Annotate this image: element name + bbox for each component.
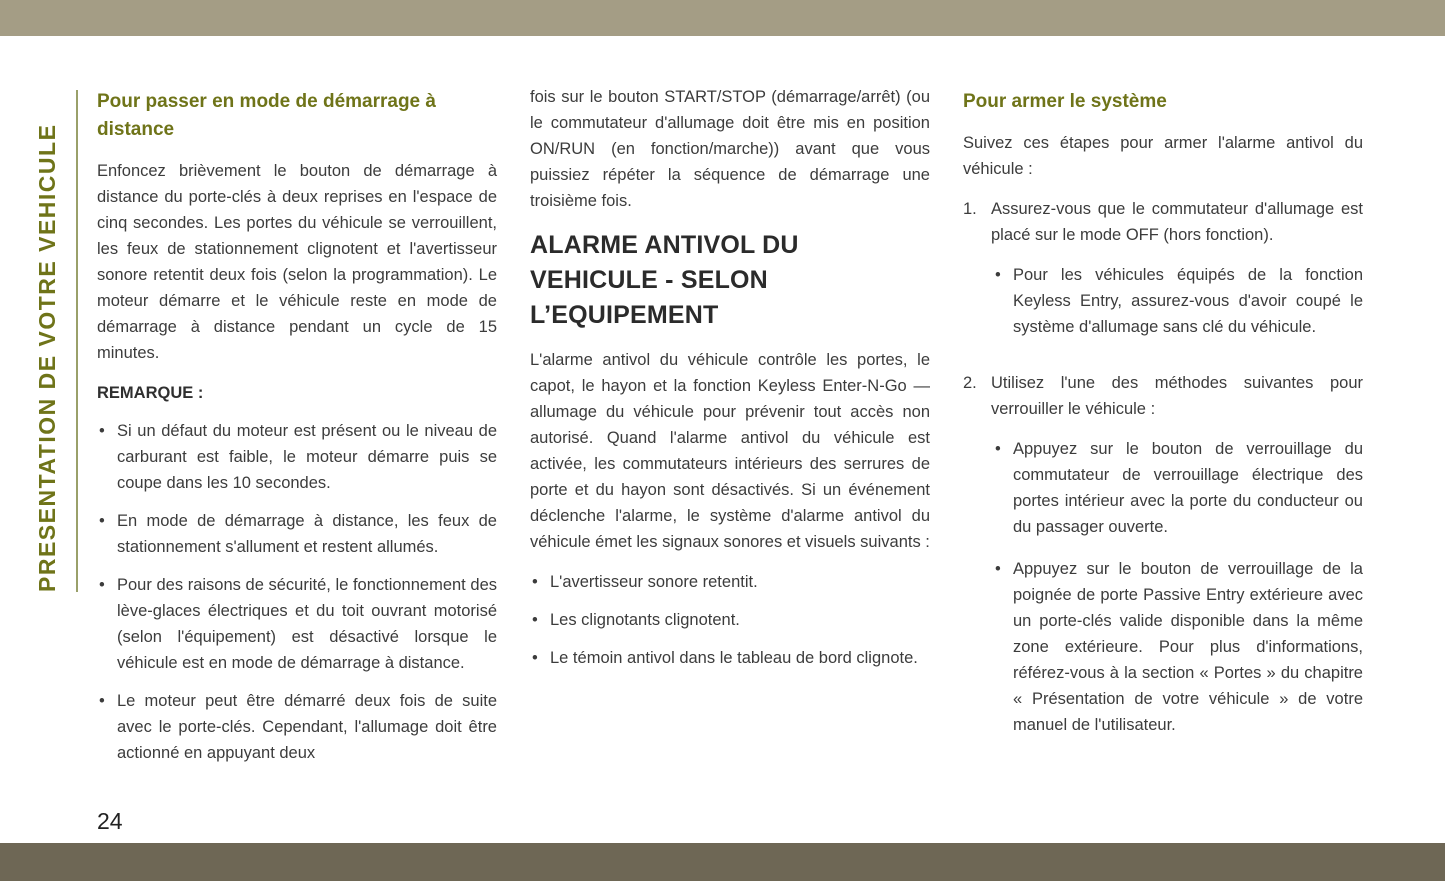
bullet-item xyxy=(993,262,1363,340)
sidebar-rule xyxy=(76,90,78,592)
bullet-text: Pour des raisons de sécurité, le fonctionnement des lève-glaces électriques et du toit ouvrant motorisé (selon l'équipement) est désactivé lorsque le véhicule est en mode de démarrage à distance. xyxy=(117,576,497,672)
step-number: 2. xyxy=(963,374,977,392)
bullet-item xyxy=(530,569,930,595)
chapter-title-vertical: PRESENTATION DE VOTRE VEHICULE xyxy=(34,123,60,592)
bullet-item xyxy=(530,607,930,633)
column-2 xyxy=(530,84,930,778)
continuation-paragraph: fois sur le bouton START/STOP (démarrage/arrêt) (ou le commutateur d'allumage doit être mis en position ON/RUN (en fonction/marche)) avant que vous puissiez répéter la séquence de démarrage une troisième fois. xyxy=(530,88,930,210)
bullet-text: Le moteur peut être démarré deux fois de suite avec le porte-clés. Cependant, l'allumage doit être actionné en appuyant deux xyxy=(117,692,497,762)
bullet-item xyxy=(97,572,497,676)
alarm-paragraph: L'alarme antivol du véhicule contrôle les portes, le capot, le hayon et la fonction Keyless Enter-N-Go — allumage du véhicule pour prévenir tout accès non autorisé. Quand l'alarme antivol du véhicule est activée, les commutateurs intérieurs des serrures de porte et du hayon sont désactivés. Si un événement déclenche l'alarme, le système d'alarme antivol du véhicule émet les signaux sonores et visuels suivants : xyxy=(530,351,930,551)
bottom-band xyxy=(0,843,1445,881)
step-text: Assurez-vous que le commutateur d'allumage est placé sur le mode OFF (hors fonction). xyxy=(991,200,1363,244)
bullet-item xyxy=(97,688,497,766)
arm-system-heading: Pour armer le système xyxy=(963,91,1167,112)
remote-start-paragraph: Enfoncez brièvement le bouton de démarrage à distance du porte-clés à deux reprises en l'espace de cinq secondes. Les portes du véhicule se verrouillent, les feux de stationnement clignotent et l'avertisseur sonore retentit deux fois (selon la programmation). Le moteur démarre et le véhicule reste en mode de démarrage à distance pendant un cycle de 15 minutes. xyxy=(97,162,497,362)
numbered-step xyxy=(963,370,1363,754)
remote-start-bullet-list xyxy=(97,418,497,766)
page-number: 24 xyxy=(97,808,123,834)
remote-start-heading: Pour passer en mode de démarrage à distance xyxy=(97,91,436,140)
step-text: Utilisez l'une des méthodes suivantes pour verrouiller le véhicule : xyxy=(991,374,1363,418)
column-3 xyxy=(963,84,1363,778)
bullet-item xyxy=(530,645,930,671)
bullet-item xyxy=(993,436,1363,540)
page-content xyxy=(97,84,1365,778)
column-1 xyxy=(97,84,497,778)
step-bullet-list xyxy=(993,436,1363,738)
bullet-text: Si un défaut du moteur est présent ou le niveau de carburant est faible, le moteur démarre puis se coupe dans les 10 secondes. xyxy=(117,422,497,492)
alarm-signal-bullet-list xyxy=(530,569,930,671)
note-label: REMARQUE : xyxy=(97,384,204,402)
arm-system-intro: Suivez ces étapes pour armer l'alarme antivol du véhicule : xyxy=(963,134,1363,178)
step-bullet-list xyxy=(993,262,1363,340)
alarm-section-heading: ALARME ANTIVOL DU VEHICULE - SELON L’EQUIPEMENT xyxy=(530,231,799,329)
numbered-step xyxy=(963,196,1363,356)
bullet-text: En mode de démarrage à distance, les feux de stationnement s'allument et restent allumés. xyxy=(117,512,497,556)
bullet-text: L'avertisseur sonore retentit. xyxy=(550,573,758,591)
bullet-text: Les clignotants clignotent. xyxy=(550,611,740,629)
top-band xyxy=(0,0,1445,36)
bullet-text: Le témoin antivol dans le tableau de bord clignote. xyxy=(550,649,918,667)
bullet-text: Appuyez sur le bouton de verrouillage de la poignée de porte Passive Entry extérieure avec un porte-clés valide disponible dans la même zone extérieure. Pour plus d'informations, référez-vous à la section « Portes » du chapitre « Présentation de votre véhicule » de votre manuel de l'utilisateur. xyxy=(1013,560,1363,734)
chapter-sidebar xyxy=(34,90,80,592)
bullet-item xyxy=(993,556,1363,738)
bullet-text: Appuyez sur le bouton de verrouillage du commutateur de verrouillage électrique des portes intérieur avec la porte du conducteur ou du passager ouverte. xyxy=(1013,440,1363,536)
step-body xyxy=(991,370,1363,754)
bullet-item xyxy=(97,418,497,496)
step-body xyxy=(991,196,1363,356)
bullet-text: Pour les véhicules équipés de la fonction Keyless Entry, assurez-vous d'avoir coupé le système d'allumage sans clé du véhicule. xyxy=(1013,266,1363,336)
bullet-item xyxy=(97,508,497,560)
step-number: 1. xyxy=(963,200,977,218)
